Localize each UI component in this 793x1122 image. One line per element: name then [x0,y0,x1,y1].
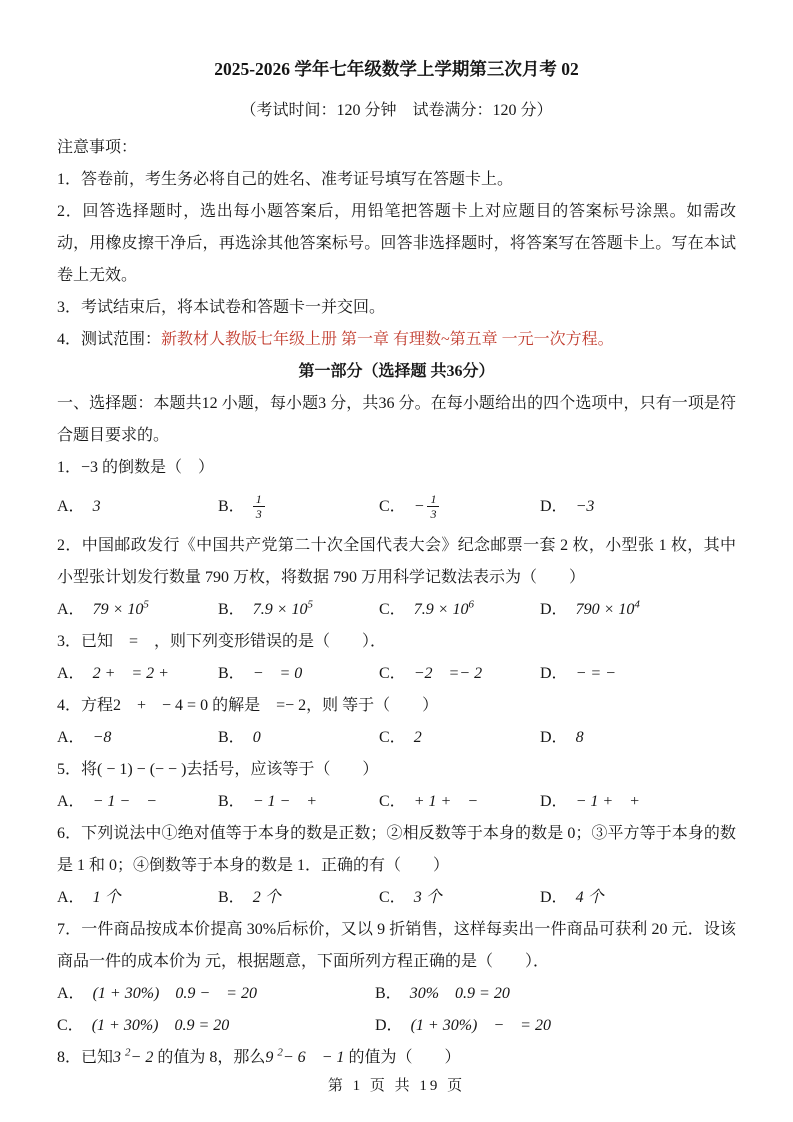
option-value: (1 + 30%) 0.9 = 20 [91,1017,230,1034]
option-b [218,882,379,914]
math-expression: 9 $^2$− 6 − 1 [265,1046,349,1066]
exponent: 4 [634,598,640,611]
option-d [540,658,736,690]
option-value: −3 [575,498,595,515]
fraction-denominator: 3 [430,506,437,521]
exam-subtitle: （考试时间：120 分钟 试卷满分：120 分） [240,102,553,119]
question-2-stem: 2．中国邮政发行《中国共产党第二十次全国代表大会》纪念邮票一套 2 枚，小型张 1 枚，其中小型张计划发行数量 790 万枚，将数据 790 万用科学记数法表示为（ ） [57,537,736,586]
option-label: D． [540,601,568,618]
option-b [218,594,379,626]
option-value: −8 [92,729,112,746]
question-2-options [57,594,736,626]
option-label: C． [379,889,406,906]
option-label: A． [57,729,85,746]
question-4-options [57,722,736,754]
option-label: A． [57,498,85,515]
option-b [218,786,379,818]
exponent: 2 [277,1046,283,1059]
section-heading: 第一部分（选择题 共36分） [298,363,495,380]
option-label: A． [57,601,85,618]
option-value: − = 0 [252,665,303,682]
fraction-denominator: 3 [255,506,262,521]
option-d [540,722,736,754]
option-label: B． [218,498,245,515]
test-scope-text: 新教材人教版七年级上册 第一章 有理数~第五章 一元一次方程。 [161,331,614,348]
option-label: A． [57,985,85,1002]
option-c [379,882,540,914]
option-value: 2 个 [252,889,281,906]
option-label: C． [57,1017,84,1034]
option-value: 8 [575,729,584,746]
option-a [57,722,218,754]
question-5-options [57,786,736,818]
option-value: 3 个 [413,889,442,906]
exponent: 5 [143,598,149,611]
option-label: B． [375,985,402,1002]
option-value: − 1 − − [92,793,157,810]
minus-sign: − [413,498,425,515]
notice-item-1: 1．答卷前，考生务必将自己的姓名、准考证号填写在答题卡上。 [57,171,514,188]
option-value: $7.9 \times 10^6$ [413,598,474,618]
option-value: 2 + = 2 + [92,665,169,682]
option-value: (1 + 30%) − = 20 [410,1017,551,1034]
option-value: 2 [413,729,422,746]
exponent: 2 [125,1046,131,1059]
question-1-stem: 1．−3 的倒数是（ ） [57,459,215,476]
option-label: A． [57,889,85,906]
option-label: D． [540,498,568,515]
option-d [540,594,736,626]
option-label: D． [540,729,568,746]
question-7-options-row-1 [57,978,736,1010]
question-6-stem: 6．下列说法中①绝对值等于本身的数是正数；②相反数等于本身的数是 0；③平方等于本身的数是 1 和 0；④倒数等于本身的数是 1．正确的有（ ） [57,825,736,874]
option-label: A． [57,793,85,810]
option-c [57,1010,375,1042]
exponent: 5 [307,598,313,611]
notice-item-3: 3．考试结束后，将本试卷和答题卡一并交回。 [57,299,386,316]
option-c [379,491,540,523]
option-value: 4 个 [575,889,604,906]
notice-item-2: 2．回答选择题时，选出每小题答案后，用铅笔把答题卡上对应题目的答案标号涂黑。如需改动，用橡皮擦干净后，再选涂其他答案标号。回答非选择题时，将答案写在答题卡上。写在本试卷上无效。 [57,203,736,284]
option-value: $7.9 \times 10^5$ [252,598,313,618]
exponent: 6 [468,598,474,611]
option-a [57,491,218,523]
notice-item-4 [57,324,736,356]
option-a [57,658,218,690]
option-value [406,491,440,521]
option-value: 3 [92,498,101,515]
option-c [379,722,540,754]
option-label: D． [540,889,568,906]
option-label: A． [57,665,85,682]
question-3-options [57,658,736,690]
question-7-stem: 7．一件商品按成本价提高 30%后标价，又以 9 折销售，这样每卖出一件商品可获利 20 元．设该商品一件的成本价为 元，根据题意，下面所列方程正确的是（ ）． [57,921,736,970]
question-8-stem: 8．已知3 $^2$− 2 的值为 8，那么9 $^2$− 6 − 1 的值为（ ） [57,1046,461,1066]
question-4-stem: 4．方程2 + − 4 = 0 的解是 =− 2，则 等于（ ） [57,697,439,714]
option-value: $79 \times 10^5$ [92,598,149,618]
option-value: 30% 0.9 = 20 [409,985,510,1002]
math-expression: 3 $^2$− 2 [113,1046,158,1066]
option-a [57,594,218,626]
question-5-stem: 5．将( − 1) − (− − )去括号，应该等于（ ） [57,761,379,778]
notice-heading: 注意事项： [57,139,138,156]
option-value: − 1 − + [252,793,318,810]
question-6-options [57,882,736,914]
question-7-options-row-2 [57,1010,736,1042]
question-3-stem: 3．已知 = ，则下列变形错误的是（ ）． [57,633,387,650]
section-intro: 一、选择题：本题共12 小题，每小题3 分，共36 分。在每小题给出的四个选项中，只有一项是符合题目要求的。 [57,395,736,444]
option-label: D． [540,665,568,682]
option-label: B． [218,793,245,810]
option-c [379,786,540,818]
notice-item-4-label: 4．测试范围： [57,331,162,348]
option-value: − 1 + + [575,793,640,810]
option-a [57,786,218,818]
option-value: 1 个 [92,889,121,906]
option-d [540,882,736,914]
option-b [218,491,379,523]
option-a [57,882,218,914]
option-c [379,658,540,690]
fraction-numerator: 1 [427,492,439,507]
option-d [375,1010,736,1042]
page-title: 2025-2026 学年七年级数学上学期第三次月考 02 [214,59,579,79]
option-c [379,594,540,626]
option-label: D． [540,793,568,810]
option-label: B． [218,729,245,746]
option-label: C． [379,793,406,810]
fraction [427,492,439,521]
option-value: $790 \times 10^4$ [575,598,640,618]
page-footer: 第 1 页 共 19 页 [327,1078,466,1094]
fraction [253,492,265,521]
option-label: D． [375,1017,403,1034]
option-b [218,658,379,690]
option-label: C． [379,665,406,682]
option-value: − = − [575,665,616,682]
option-d [540,491,736,523]
option-value [245,491,265,521]
option-b [375,978,736,1010]
option-label: B． [218,665,245,682]
option-label: B． [218,889,245,906]
option-label: C． [379,498,406,515]
option-value: + 1 + − [413,793,479,810]
option-label: C． [379,729,406,746]
fraction-numerator: 1 [253,492,265,507]
option-d [540,786,736,818]
option-label: C． [379,601,406,618]
option-value: (1 + 30%) 0.9 − = 20 [92,985,257,1002]
option-value: −2 =− 2 [413,665,483,682]
option-a [57,978,375,1010]
question-1-options [57,484,736,530]
option-label: B． [218,601,245,618]
option-b [218,722,379,754]
option-value: 0 [252,729,261,746]
